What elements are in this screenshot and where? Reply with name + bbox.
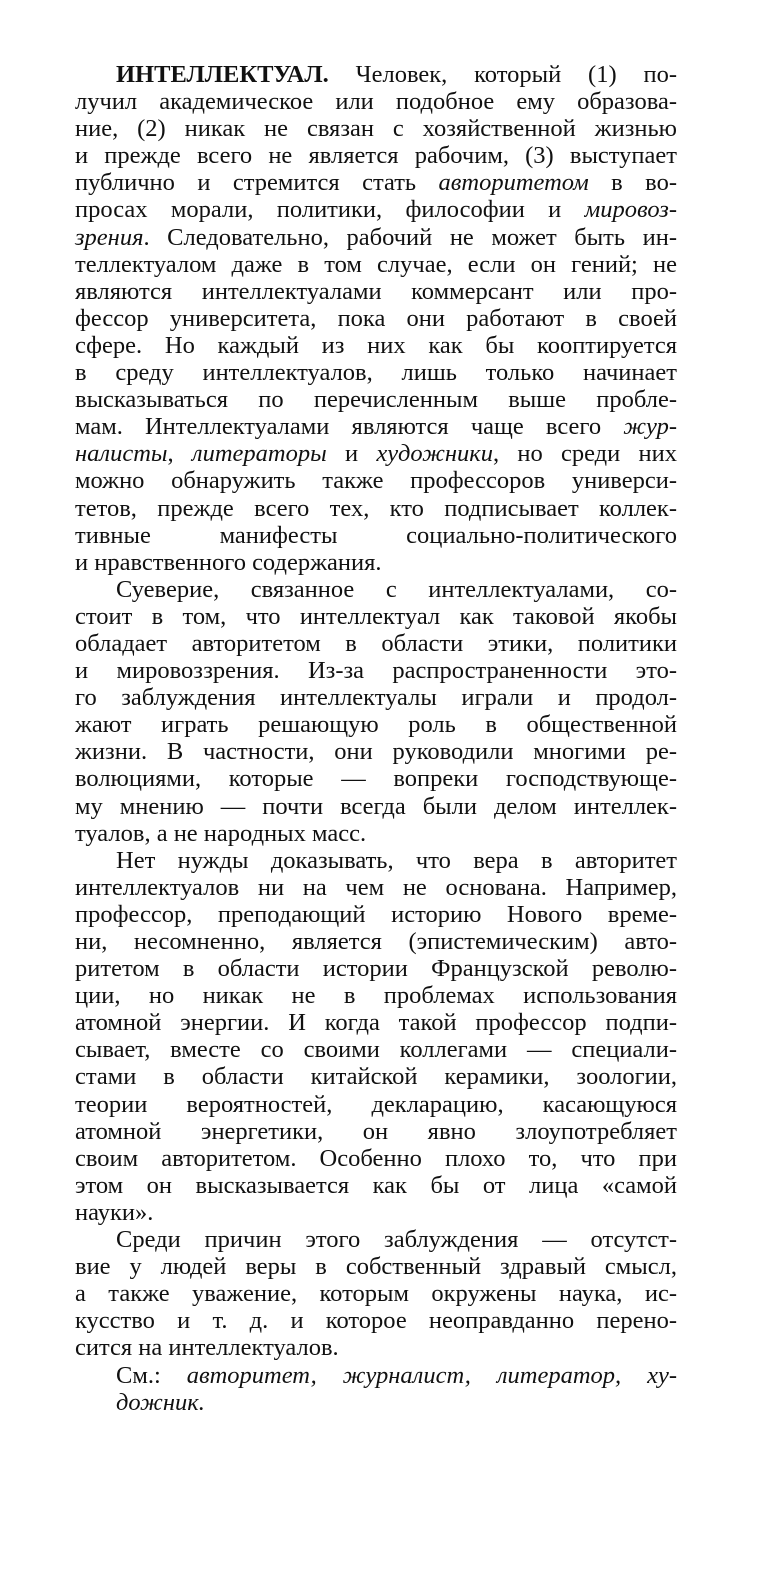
text-line <box>75 413 677 440</box>
text-run: Нет нужды доказывать, что вера в авторитет <box>116 846 677 874</box>
see-also <box>75 1362 677 1416</box>
text-line <box>75 928 677 955</box>
text-line <box>75 820 677 847</box>
text-run: . Следовательно, рабочий не может быть ин- <box>143 223 677 251</box>
text-line <box>75 847 677 874</box>
cross-reference-term: художники <box>376 440 493 468</box>
text-line <box>75 955 677 982</box>
text-line <box>75 657 677 684</box>
headword: ИНТЕЛЛЕКТУАЛ. <box>116 61 329 88</box>
text-run: можно обнаружить также профессоров универси- <box>75 467 677 495</box>
text-run: профессор, преподающий историю Нового време- <box>75 900 677 928</box>
text-run: кусство и т. д. и которое неоправданно перено- <box>75 1307 677 1335</box>
text-run: публично и стремится стать <box>75 169 439 197</box>
text-run: ции, но никак не в проблемах использования <box>75 982 677 1010</box>
text-line <box>75 576 677 603</box>
text-run: му мнению — почти всегда были делом интеллек- <box>75 792 677 820</box>
text-line <box>75 169 677 196</box>
text-run: Человек, который (1) по- <box>328 61 677 88</box>
see-also-links[interactable]: дожник. <box>116 1388 205 1416</box>
text-run: сывает, вместе со своими коллегами — специали- <box>75 1036 677 1064</box>
text-line <box>75 115 677 142</box>
text-line <box>75 549 677 576</box>
text-line <box>75 1226 677 1253</box>
entry-paragraph <box>75 576 677 847</box>
text-run: и нравственного содержания. <box>75 548 382 576</box>
text-run: стоит в том, что интеллектуал как таковой якобы <box>75 602 677 630</box>
text-line <box>75 874 677 901</box>
entry-paragraph <box>75 847 677 1226</box>
text-run: , <box>167 440 192 468</box>
text-line <box>75 1280 677 1307</box>
text-line <box>75 467 677 494</box>
text-run: мам. Интеллектуалами являются чаще всего <box>75 413 624 441</box>
text-run: лучил академическое или подобное ему образова- <box>75 88 677 116</box>
text-run: тетов, прежде всего тех, кто подписывает коллек- <box>75 494 677 522</box>
cross-reference-term: мировоз- <box>584 196 677 224</box>
text-run: ние, (2) никак не связан с хозяйственной жизнью <box>75 115 677 143</box>
text-run: в во- <box>588 169 677 197</box>
text-run: этом он высказывается как бы от лица «самой <box>75 1171 677 1199</box>
text-line <box>75 1145 677 1172</box>
text-line <box>75 1063 677 1090</box>
text-line <box>75 603 677 630</box>
text-run: являются интеллектуалами коммерсант или про- <box>75 277 677 305</box>
text-run: жизни. В частности, они руководили многими ре- <box>75 738 677 766</box>
text-line <box>75 982 677 1009</box>
text-line <box>75 1172 677 1199</box>
text-line <box>75 251 677 278</box>
text-run: теллектуалом даже в том случае, если он гений; не <box>75 250 677 278</box>
text-line <box>75 1091 677 1118</box>
text-run: просах морали, политики, философии и <box>75 196 585 224</box>
text-line <box>75 901 677 928</box>
text-line <box>75 495 677 522</box>
text-line <box>75 1199 677 1226</box>
entry-paragraph <box>75 1226 677 1361</box>
text-line <box>75 684 677 711</box>
text-run: атомной энергии. И когда такой профессор подпи- <box>75 1009 677 1037</box>
text-line <box>75 1334 677 1361</box>
text-run: , но среди них <box>492 440 678 468</box>
text-line <box>75 332 677 359</box>
text-run: ни, несомненно, является (эпистемическим) авто- <box>75 928 677 955</box>
text-run: го заблуждения интеллектуалы играли и продол- <box>75 684 677 712</box>
cross-reference-term: зрения <box>75 223 144 251</box>
entry-definition-paragraph <box>75 61 677 576</box>
text-run: фессор университета, пока они работают в своей <box>75 304 677 332</box>
see-also-links[interactable]: авторитет, журналист, литератор, ху- <box>186 1361 677 1389</box>
text-line <box>75 88 677 115</box>
text-line <box>75 359 677 386</box>
text-run: туалов, а не народных масс. <box>75 819 367 847</box>
text-run: своим авторитетом. Особенно плохо то, что при <box>75 1144 677 1172</box>
text-line <box>75 386 677 413</box>
text-line <box>75 711 677 738</box>
text-line <box>75 305 677 332</box>
text-run: сится на интеллектуалов. <box>75 1334 339 1362</box>
text-line <box>75 1118 677 1145</box>
text-line <box>75 1307 677 1334</box>
text-run: тивные манифесты социально-политического <box>75 521 677 549</box>
text-run: ритетом в области истории Французской револю- <box>75 955 677 983</box>
text-line <box>75 1036 677 1063</box>
text-run: волюциями, которые — вопреки господствующе- <box>75 765 677 793</box>
text-line <box>75 1253 677 1280</box>
text-line <box>75 278 677 305</box>
text-line <box>75 630 677 657</box>
text-line <box>75 1389 677 1416</box>
text-run: Суеверие, связанное с интеллектуалами, со- <box>116 575 677 603</box>
text-line <box>75 765 677 792</box>
text-run: атомной энергетики, он явно злоупотребляет <box>75 1117 677 1145</box>
text-line <box>75 440 677 467</box>
text-line <box>75 224 677 251</box>
text-run: вие у людей веры в собственный здравый смысл, <box>75 1253 677 1281</box>
text-line <box>75 61 677 88</box>
text-run: а также уважение, которым окружены наука, ис- <box>75 1280 677 1308</box>
text-line <box>75 738 677 765</box>
dictionary-entry <box>75 61 677 1416</box>
text-line <box>75 142 677 169</box>
text-run: Среди причин этого заблуждения — отсутст- <box>116 1226 677 1254</box>
text-run: науки». <box>75 1198 154 1226</box>
text-run: и <box>326 440 377 468</box>
text-run: интеллектуалов ни на чем не основана. Например, <box>75 873 677 901</box>
cross-reference-term: литераторы <box>191 440 327 468</box>
cross-reference-term: налисты <box>75 440 168 468</box>
text-run: жают играть решающую роль в общественной <box>75 711 677 739</box>
text-line <box>75 793 677 820</box>
text-run: обладает авторитетом в области этики, политики <box>75 629 677 657</box>
text-run: сфере. Но каждый из них как бы кооптируется <box>75 331 677 359</box>
text-line <box>75 522 677 549</box>
text-run: стами в области китайской керамики, зоологии, <box>75 1063 677 1091</box>
text-line <box>75 1009 677 1036</box>
cross-reference-term: жур- <box>623 413 677 441</box>
text-run: и мировоззрения. Из-за распространенности это- <box>75 657 677 685</box>
text-run: высказываться по перечисленным выше пробле- <box>75 386 677 414</box>
text-run: теории вероятностей, декларацию, касающуюся <box>75 1090 677 1118</box>
see-also-label: См.: <box>116 1361 161 1389</box>
text-line <box>75 196 677 223</box>
text-line <box>75 1362 677 1389</box>
cross-reference-term: авторитетом <box>438 169 589 197</box>
text-run: в среду интеллектуалов, лишь только начинает <box>75 359 677 387</box>
text-run: и прежде всего не является рабочим, (3) выступает <box>75 142 677 170</box>
